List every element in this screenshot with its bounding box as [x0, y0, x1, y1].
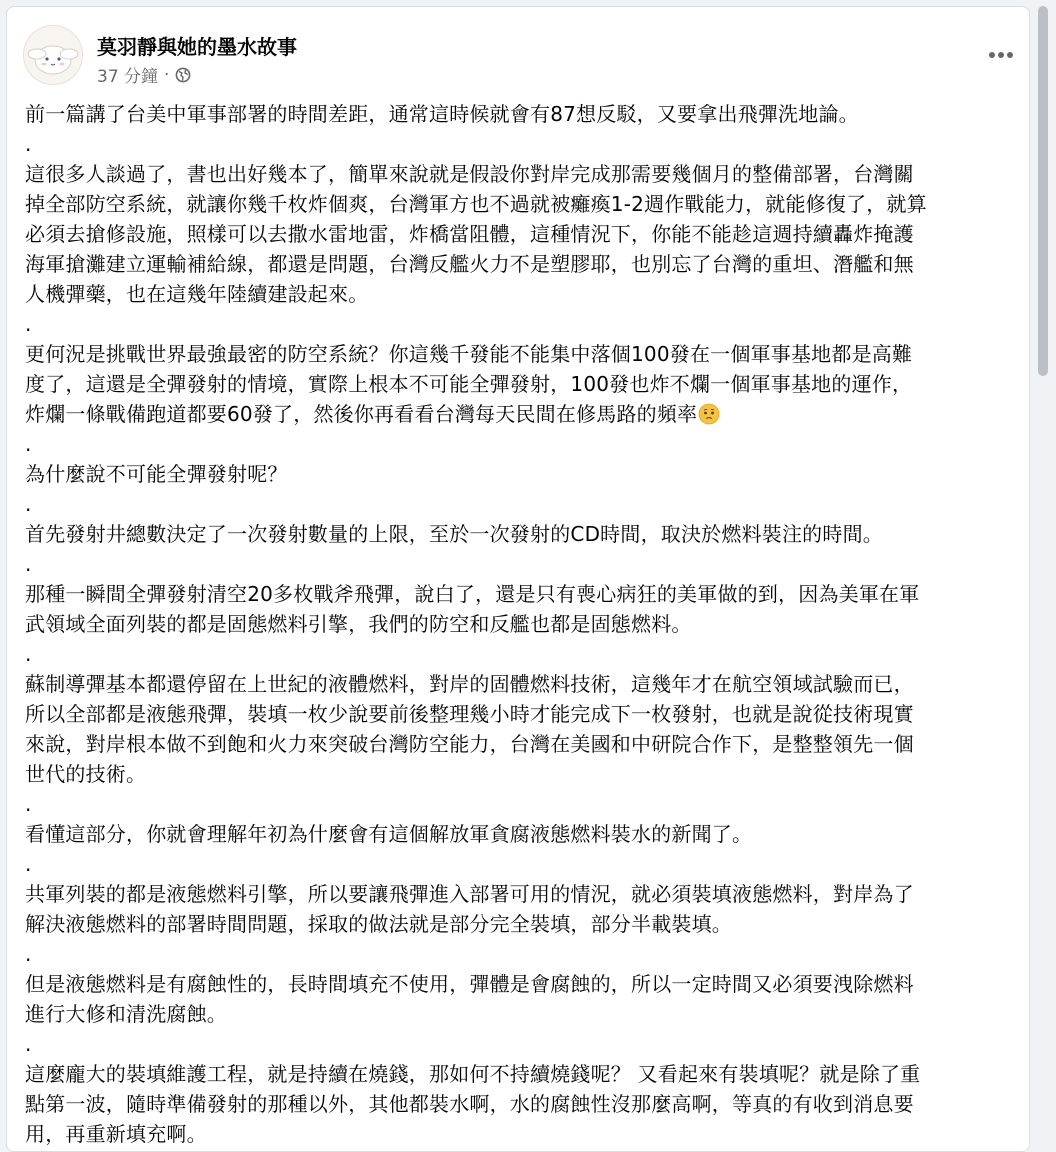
post-line: 首先發射井總數決定了一次發射數量的上限，至於一次發射的CD時間，取決於燃料裝注的時間。: [25, 522, 883, 546]
post-line: 蘇制導彈基本都還停留在上世紀的液體燃料，對岸的固體燃料技術，這幾年才在航空領域試驗而已，: [25, 672, 914, 696]
post-line: .: [25, 792, 32, 816]
post-line: 必須去搶修設施，照樣可以去撒水雷地雷，炸橋當阻體，這種情況下，你能不能趁這週持續轟炸掩護: [25, 222, 914, 246]
post-line: 共軍列裝的都是液態燃料引擎，所以要讓飛彈進入部署可用的情況，就必須裝填液態燃料，對岸為了: [25, 882, 914, 906]
cinnamoroll-avatar-icon: [24, 26, 82, 84]
post-line: 解決液態燃料的部署時間問題，採取的做法就是部分完全裝填，部分半載裝填。: [25, 912, 732, 936]
post-line: 進行大修和清洗腐蝕。: [25, 1002, 227, 1026]
page-scrollbar[interactable]: [1034, 0, 1056, 1152]
post-line: 但是液態燃料是有腐蝕性的，長時間填充不使用，彈體是會腐蝕的，所以一定時間又必須要洩除燃料: [25, 972, 914, 996]
post-card: [6, 6, 1030, 1152]
post-line: .: [25, 852, 32, 876]
author-name[interactable]: 莫羽靜與她的墨水故事: [97, 35, 297, 59]
scrollbar-thumb[interactable]: [1038, 6, 1048, 376]
more-options-button[interactable]: [981, 35, 1021, 75]
meta-separator: ·: [164, 64, 170, 85]
post-header: [7, 7, 1029, 97]
post-line: 更何況是挑戰世界最強最密的防空系統？你這幾千發能不能集中落個100發在一個軍事基地都是高難: [25, 342, 913, 366]
post-line: 炸爛一條戰備跑道都要60發了，然後你再看看台灣每天民間在修馬路的頻率: [25, 399, 1025, 429]
post-line: 那種一瞬間全彈發射清空20多枚戰斧飛彈，說白了，還是只有喪心病狂的美軍做的到，因為美軍在軍: [25, 582, 920, 606]
post-line: .: [25, 312, 32, 336]
post-line: 這很多人談過了，書也出好幾本了，簡單來說就是假設你對岸完成那需要幾個月的整備部署，台灣關: [25, 162, 914, 186]
post-line: 來說，對岸根本做不到飽和火力來突破台灣防空能力，台灣在美國和中研院合作下，是整整領先一個: [25, 732, 914, 756]
post-meta: [97, 62, 191, 87]
author-avatar[interactable]: [23, 25, 83, 85]
post-line: .: [25, 552, 32, 576]
post-line: .: [25, 642, 32, 666]
post-line: 掉全部防空系統，就讓你幾千枚炸個爽，台灣軍方也不過就被癱瘓1-2週作戰能力，就能修復了，就算: [25, 192, 927, 216]
post-line: 用，再重新填充啊。: [25, 1122, 207, 1146]
post-line: 武領域全面列裝的都是固態燃料引擎，我們的防空和反艦也都是固態燃料。: [25, 612, 692, 636]
post-line: 人機彈藥，也在這幾年陸續建設起來。: [25, 282, 369, 306]
post-line: 海軍搶灘建立運輸補給線，都還是問題，台灣反艦火力不是塑膠耶，也別忘了台灣的重坦、潛艦和無: [25, 252, 914, 276]
worried-face-emoji-icon: [698, 403, 720, 425]
post-line: 世代的技術。: [25, 762, 147, 786]
post-line: .: [25, 432, 32, 456]
post-body: [25, 99, 1025, 1149]
post-line: 看懂這部分，你就會理解年初為什麼會有這個解放軍貪腐液態燃料裝水的新聞了。: [25, 822, 753, 846]
post-timestamp[interactable]: 37 分鐘: [97, 67, 159, 87]
post-line: .: [25, 492, 32, 516]
post-line: 為什麼說不可能全彈發射呢？: [25, 462, 288, 486]
post-line: 這麼龐大的裝填維護工程，就是持續在燒錢，那如何不持續燒錢呢？ 又看起來有裝填呢？就是除了重: [25, 1062, 921, 1086]
globe-icon[interactable]: [175, 67, 191, 83]
post-line: 度了，這還是全彈發射的情境，實際上根本不可能全彈發射，100發也炸不爛一個軍事基地的運作，: [25, 372, 913, 396]
post-line: .: [25, 132, 32, 156]
post-line: .: [25, 1032, 32, 1056]
post-line: 點第一波，隨時準備發射的那種以外，其他都裝水啊，水的腐蝕性沒那麼高啊，等真的有收到消息要: [25, 1092, 914, 1116]
more-options-icon: [988, 51, 1014, 59]
post-line: 所以全部都是液態飛彈，裝填一枚少說要前後整理幾小時才能完成下一枚發射，也就是說從技術現實: [25, 702, 914, 726]
post-line: .: [25, 942, 32, 966]
post-line: 前一篇講了台美中軍事部署的時間差距，通常這時候就會有87想反駁，又要拿出飛彈洗地論。: [25, 102, 859, 126]
